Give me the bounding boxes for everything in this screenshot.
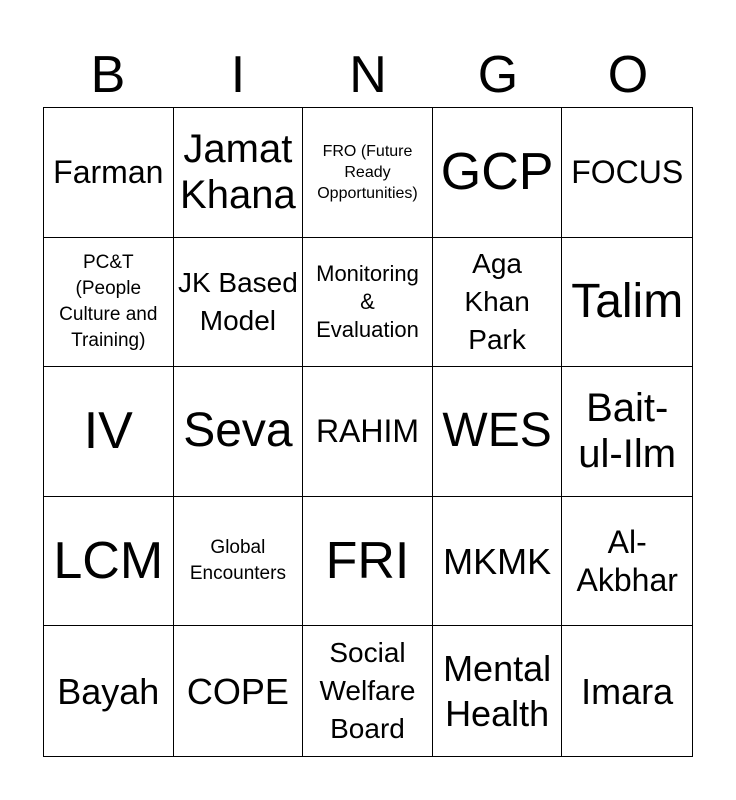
- bingo-cell[interactable]: Seva: [174, 367, 304, 497]
- header-letter-n: N: [349, 46, 387, 104]
- bingo-cell[interactable]: IV: [44, 367, 174, 497]
- bingo-cell[interactable]: Jamat Khana: [174, 108, 304, 238]
- header-letter-b: B: [90, 46, 126, 104]
- bingo-cell[interactable]: Global Encounters: [174, 497, 304, 627]
- bingo-board: [43, 107, 693, 757]
- header-letter-g: G: [477, 46, 519, 104]
- bingo-cell[interactable]: MKMK: [433, 497, 563, 627]
- bingo-cell[interactable]: FRI: [303, 497, 433, 627]
- bingo-cell[interactable]: GCP: [433, 108, 563, 238]
- bingo-cell[interactable]: Bayah: [44, 626, 174, 756]
- bingo-cell[interactable]: Imara: [581, 670, 674, 712]
- bingo-cell[interactable]: Aga Khan Park: [433, 238, 563, 368]
- bingo-cell[interactable]: RAHIM: [303, 367, 433, 497]
- bingo-cell[interactable]: COPE: [174, 626, 304, 756]
- bingo-cell[interactable]: WES: [433, 367, 563, 497]
- bingo-cell[interactable]: FOCUS: [562, 108, 692, 238]
- bingo-cell[interactable]: Monitoring & Evaluation: [303, 238, 433, 368]
- header-letter-o: O: [607, 46, 649, 104]
- header-letter-i: I: [230, 46, 246, 104]
- bingo-cell[interactable]: LCM: [44, 497, 174, 627]
- bingo-cell[interactable]: JK Based Model: [174, 238, 304, 368]
- bingo-cell[interactable]: Talim: [562, 238, 692, 368]
- bingo-cell[interactable]: Mental Health: [433, 626, 563, 756]
- bingo-cell[interactable]: Bait-ul-Ilm: [562, 367, 692, 497]
- bingo-cell[interactable]: Al-Akbhar: [562, 497, 692, 627]
- bingo-cell[interactable]: Farman: [44, 108, 174, 238]
- bingo-header: [43, 46, 693, 104]
- bingo-cell[interactable]: FRO (Future Ready Opportunities): [303, 108, 433, 238]
- bingo-cell[interactable]: PC&T (People Culture and Training): [44, 238, 174, 368]
- bingo-cell[interactable]: Social Welfare Board: [303, 626, 433, 756]
